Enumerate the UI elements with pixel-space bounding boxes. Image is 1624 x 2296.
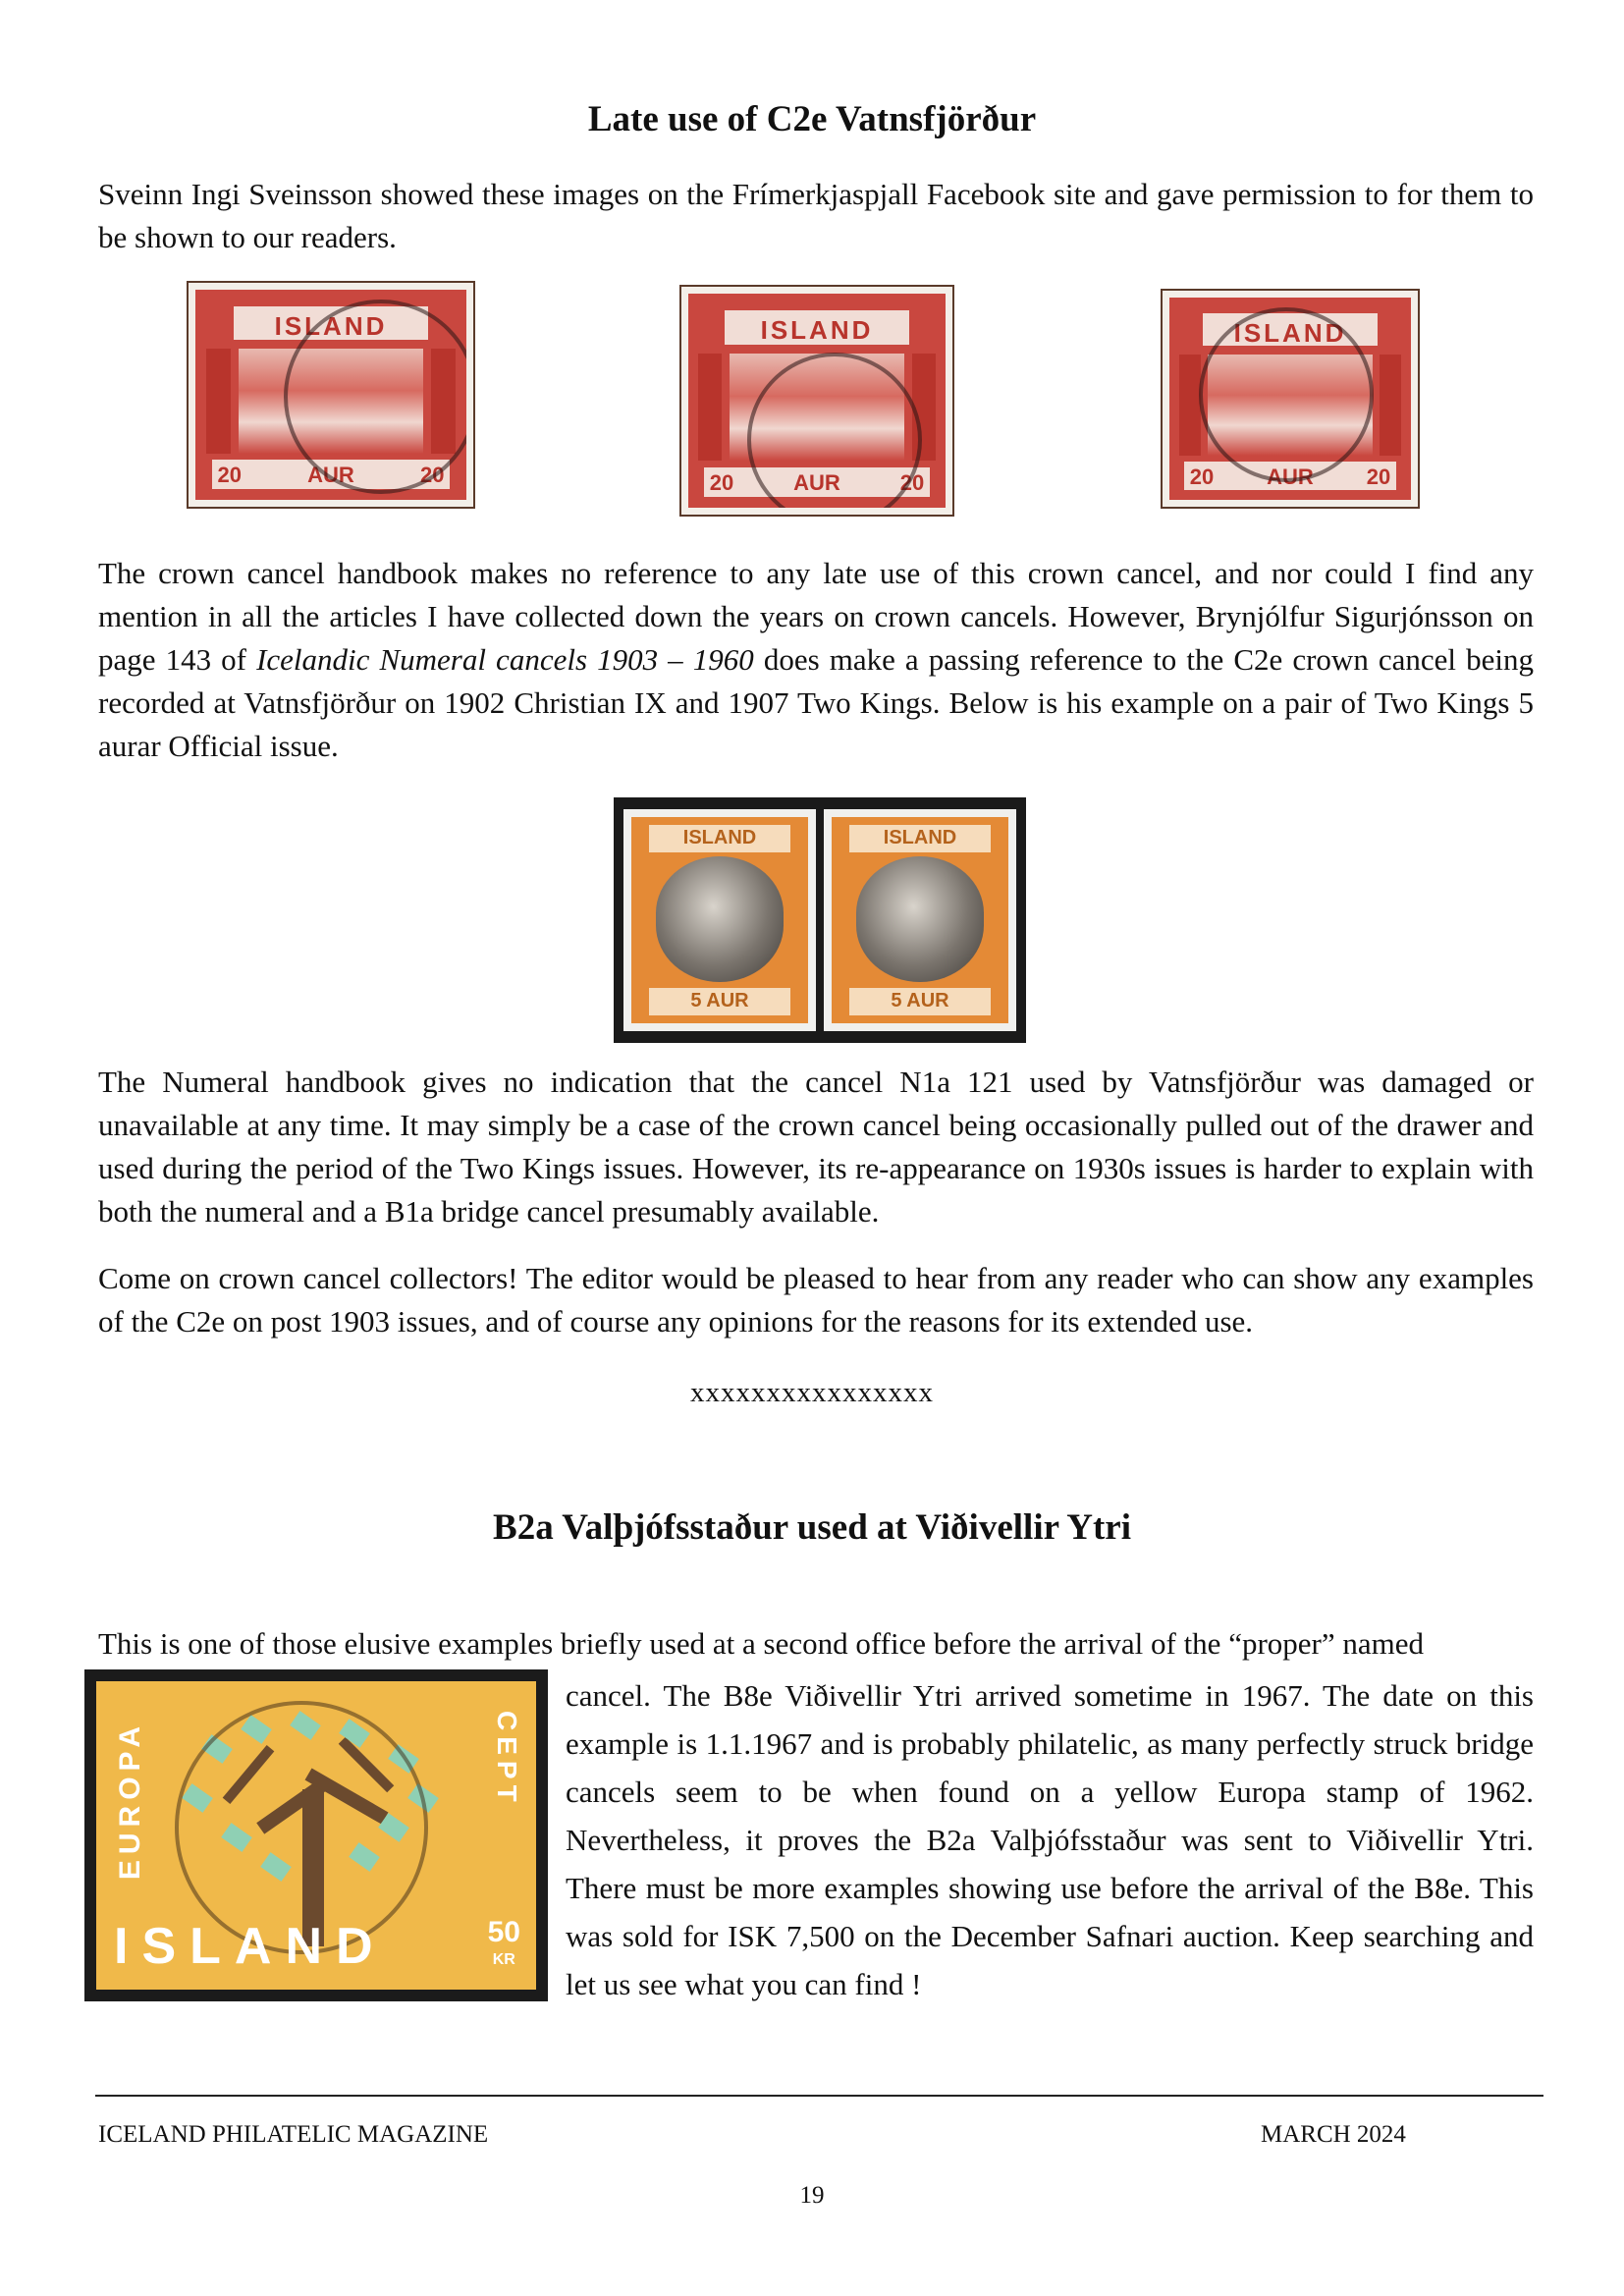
stamp-text-island: ISLAND [114,1918,387,1975]
section-separator: xxxxxxxxxxxxxxxx [690,1377,934,1408]
two-kings-pair [614,797,1026,1043]
stamp-value: 20 [709,469,734,495]
numeral-paragraph: The Numeral handbook gives no indication that the cancel N1a 121 used by Vatnsfjörður was damaged or unavailable at any time. It may simply be a case of the crown cancel being occasionally pulled out of the drawer and used during the period of the Two Kings issues. However, its re-appearance on 1930s issues is harder to explain with both the numeral and a B1a bridge cancel presumably available. [98,1065,1534,1229]
footer-magazine-name: ICELAND PHILATELIC MAGAZINE [98,2121,489,2148]
footer-divider [95,2095,1543,2097]
cancel-mark [284,300,466,494]
book-title: Icelandic Numeral cancels 1903 – 1960 [256,642,754,677]
stamp-banner: ISLAND [1203,313,1377,346]
stamp-gullfoss-3 [1161,289,1420,509]
stamp-banner: ISLAND [234,306,429,340]
article-title-c2e: Late use of C2e Vatnsfjörður [587,99,1037,139]
stamp-value: 5 AUR [849,988,991,1014]
stamp-unit: AUR [793,469,840,495]
stamp-text-europa: EUROPA [114,1721,146,1881]
footer-issue-date: MARCH 2024 [1261,2121,1406,2148]
stamp-europa-1962 [84,1669,548,2001]
two-kings-stamp-right [824,809,1016,1031]
stamp-banner: ISLAND [725,310,910,345]
b2a-body-paragraph: cancel. The B8e Viðivellir Ytri arrived sometime in 1967. The date on this example is 1.1.1967 and is probably philatelic, as many perfectly struck bridge cancels seem to be when found on a yellow Europa stamp of 1962. Nevertheless, it proves the B2a Valþjófsstaður was sent to Viðivellir Ytri. There must be more examples showing use before the arrival of the B8e. This was sold for ISK 7,500 on the December Safnari auction. Keep searching and let us see what you can find ! [566,1678,1534,2001]
intro-paragraph: Sveinn Ingi Sveinsson showed these images on the Frímerkjaspjall Facebook site and gave permission to for them to be shown to our readers. [98,177,1534,254]
cancel-mark [1199,307,1374,482]
stamp-banner: ISLAND [649,825,790,851]
page-number: 19 [799,2182,825,2209]
stamp-value: 5 AUR [649,988,790,1014]
stamp-value: 20 [899,469,925,495]
stamp-value: 20 [419,463,445,488]
article-title-b2a: B2a Valþjófsstaður used at Viðivellir Ytri [493,1507,1131,1548]
stamp-value: 50 KR [487,1916,520,1968]
collectors-paragraph: Come on crown cancel collectors! The editor would be pleased to hear from any reader who can show any examples of the C2e on post 1903 issues, and of course any opinions for the reasons for its extended use. [98,1261,1534,1339]
stamp-text-cept: CEPT [492,1711,522,1808]
stamp-unit: AUR [1267,464,1314,489]
b2a-first-line: This is one of those elusive examples briefly used at a second office before the arrival of the “proper” named [98,1626,1424,1661]
crown-cancel-paragraph: The crown cancel handbook makes no reference to any late use of this crown cancel, and nor could I find any mention in all the articles I have collected down the years on crown cancels. However, Brynjólfur Sigurjónsson on page 143 of Icelandic Numeral cancels 1903 – 1960 does make a passing reference to the C2e crown cancel being recorded at Vatnsfjörður on 1902 Christian IX and 1907 Two Kings. Below is his example on a pair of Two Kings 5 aurar Official issue. [98,556,1534,763]
two-kings-stamp-left [623,809,816,1031]
stamp-value: 20 [1366,464,1391,489]
stamp-unit: AUR [307,463,354,488]
stamp-value: 20 [1189,464,1215,489]
stamp-value: 20 [217,463,243,488]
stamp-gullfoss-1 [187,281,475,509]
stamp-banner: ISLAND [849,825,991,851]
stamp-gullfoss-2 [679,285,954,517]
